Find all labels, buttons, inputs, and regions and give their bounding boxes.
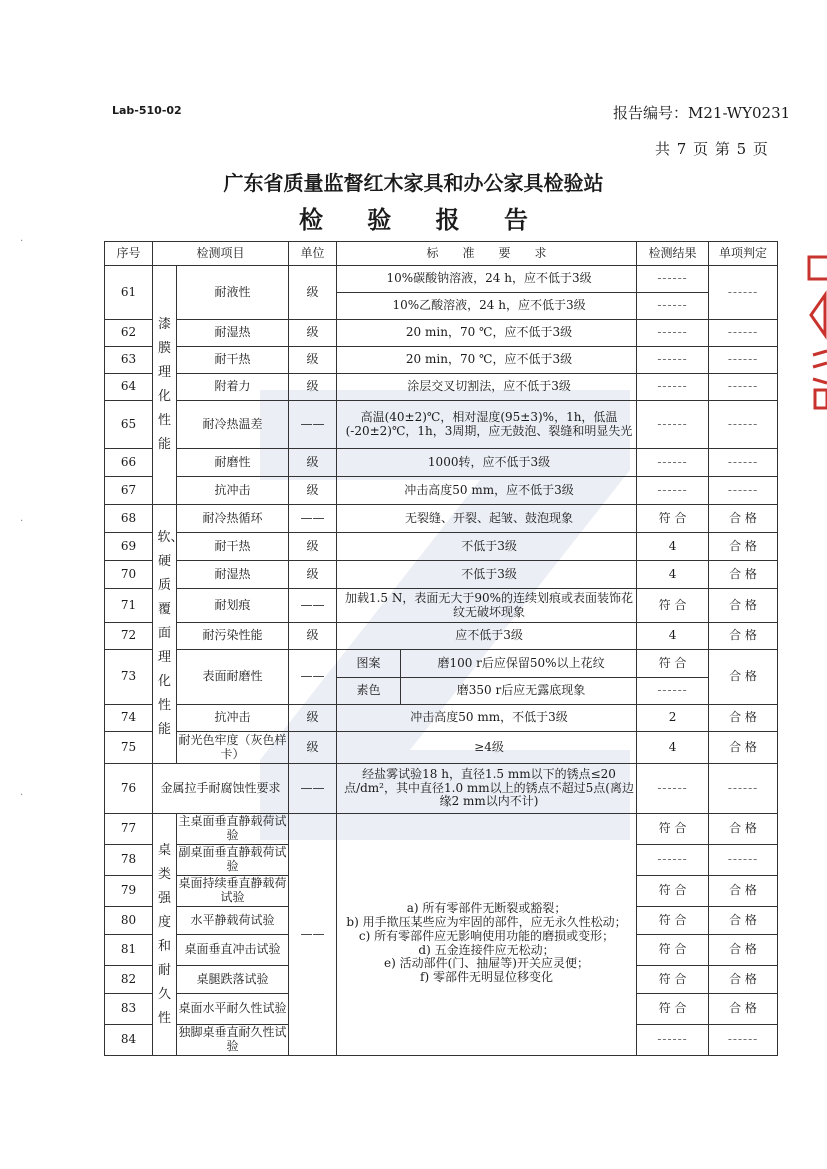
row-no: 80 — [105, 907, 153, 935]
sub-item: 素色 — [337, 678, 401, 705]
standard: 冲击高度50 mm，应不低于3级 — [337, 477, 637, 505]
item-name: 桌面持续垂直静载荷试验 — [177, 876, 289, 907]
unit: 级 — [289, 320, 337, 347]
row-no: 78 — [105, 845, 153, 876]
row-no: 81 — [105, 935, 153, 966]
item-name: 附着力 — [177, 374, 289, 401]
result: ------ — [637, 678, 709, 705]
result: ------ — [637, 449, 709, 477]
group-label — [153, 505, 184, 764]
requirement-item: b) 用手揿压某些应为牢固的部件，应无永久性松动； — [346, 914, 627, 929]
item-name: 耐磨性 — [177, 449, 289, 477]
col-standard: 标 准 要 求 — [337, 242, 637, 266]
row-no: 82 — [105, 966, 153, 994]
group-paint-label: 漆膜理化性能 — [157, 317, 171, 452]
judgement: ------ — [709, 449, 778, 477]
standard: 冲击高度50 mm，不低于3级 — [337, 705, 637, 732]
group-label — [153, 814, 177, 1056]
result: ------ — [637, 845, 709, 876]
standard: 20 min，70 ℃，应不低于3级 — [337, 347, 637, 374]
row-no: 71 — [105, 589, 153, 623]
row-no: 65 — [105, 401, 153, 449]
item-name: 桌腿跌落试验 — [177, 966, 289, 994]
unit: 级 — [289, 561, 337, 589]
row-no: 74 — [105, 705, 153, 732]
table-row — [105, 589, 778, 623]
row-no: 83 — [105, 994, 153, 1025]
item-name: 抗冲击 — [177, 705, 289, 732]
table-row — [105, 374, 778, 401]
unit: —— — [289, 589, 337, 623]
standard: 不低于3级 — [337, 561, 637, 589]
row-no: 66 — [105, 449, 153, 477]
table-row — [105, 449, 778, 477]
judgement: 合 格 — [709, 650, 778, 705]
item-name: 耐冷热温差 — [177, 401, 289, 449]
table-row — [105, 401, 778, 449]
inspection-table — [104, 241, 778, 1056]
standard: 涂层交叉切割法，应不低于3级 — [337, 374, 637, 401]
standard: 高温(40±2)℃，相对湿度(95±3)%，1h，低温(-20±2)℃，1h，3周期，应无鼓泡、裂缝和明显失光 — [337, 401, 637, 449]
result: 符 合 — [637, 994, 709, 1025]
item-name: 表面耐磨性 — [177, 650, 289, 705]
standard: 无裂缝、开裂、起皱、鼓泡现象 — [337, 505, 637, 533]
result: 符 合 — [637, 876, 709, 907]
table-row — [105, 623, 778, 650]
table-header — [105, 242, 778, 266]
item-name: 耐液性 — [177, 266, 289, 320]
col-no: 序号 — [105, 242, 153, 266]
item-name: 水平静载荷试验 — [177, 907, 289, 935]
standard: 磨100 r后应保留50%以上花纹 — [401, 650, 637, 678]
item-name: 独脚桌垂直耐久性试验 — [177, 1025, 289, 1056]
document-code: Lab-510-02 — [112, 104, 182, 117]
row-no: 67 — [105, 477, 153, 505]
result: ------ — [637, 1025, 709, 1056]
unit: —— — [289, 505, 337, 533]
unit: —— — [289, 764, 337, 814]
unit: 级 — [289, 347, 337, 374]
judgement: 合 格 — [709, 505, 778, 533]
judgement: 合 格 — [709, 732, 778, 764]
result: 符 合 — [637, 935, 709, 966]
requirement-item: e) 活动部件(门、抽屉等)开关应灵便； — [384, 956, 589, 971]
result: ------ — [637, 293, 709, 320]
standard: 磨350 r后应无露底现象 — [401, 678, 637, 705]
standard: ≥4级 — [337, 732, 637, 764]
judgement: 合 格 — [709, 907, 778, 935]
table-row — [105, 814, 778, 845]
judgement: ------ — [709, 845, 778, 876]
table-row — [105, 650, 778, 678]
table-row — [105, 347, 778, 374]
row-no: 69 — [105, 533, 153, 561]
result: 2 — [637, 705, 709, 732]
unit: 级 — [289, 705, 337, 732]
item-name: 耐湿热 — [177, 320, 289, 347]
result: ------ — [637, 374, 709, 401]
unit: 级 — [289, 266, 337, 320]
unit: 级 — [289, 732, 337, 764]
group-coating-label: 软、硬质覆面理化性能 — [157, 530, 184, 737]
scan-mark: · — [20, 236, 24, 247]
item-name: 耐划痕 — [177, 589, 289, 623]
judgement: 合 格 — [709, 966, 778, 994]
result: ------ — [637, 764, 709, 814]
standard: 20 min，70 ℃，应不低于3级 — [337, 320, 637, 347]
judgement: 合 格 — [709, 876, 778, 907]
judgement: 合 格 — [709, 623, 778, 650]
result: ------ — [637, 320, 709, 347]
table-row — [105, 705, 778, 732]
item-name: 桌面水平耐久性试验 — [177, 994, 289, 1025]
sub-item: 图案 — [337, 650, 401, 678]
unit: 级 — [289, 533, 337, 561]
requirement-item: a) 所有零部件无断裂或豁裂； — [406, 901, 567, 916]
report-title: 检 验 报 告 — [298, 206, 547, 234]
judgement: 合 格 — [709, 935, 778, 966]
table-row — [105, 320, 778, 347]
table-row — [105, 764, 778, 814]
table-row — [105, 266, 778, 293]
requirement-item: d) 五金连接件应无松动； — [418, 942, 555, 957]
strength-requirements — [337, 814, 637, 1056]
unit: —— — [289, 814, 337, 1056]
item-name: 耐光色牢度（灰色样卡） — [177, 732, 289, 764]
result: 符 合 — [637, 907, 709, 935]
judgement: 合 格 — [709, 589, 778, 623]
item-name: 副桌面垂直静载荷试验 — [177, 845, 289, 876]
item-name: 耐湿热 — [177, 561, 289, 589]
unit: —— — [289, 650, 337, 705]
item-name: 主桌面垂直静载荷试验 — [177, 814, 289, 845]
unit: 级 — [289, 623, 337, 650]
table-row — [105, 561, 778, 589]
scan-mark: · — [20, 790, 24, 801]
judgement: 合 格 — [709, 705, 778, 732]
standard: 10%乙酸溶液，24 h，应不低于3级 — [337, 293, 637, 320]
row-no: 68 — [105, 505, 153, 533]
page-info: 共 7 页 第 5 页 — [655, 140, 769, 158]
item-name: 金属拉手耐腐蚀性要求 — [153, 764, 289, 814]
result: ------ — [637, 266, 709, 293]
judgement: ------ — [709, 477, 778, 505]
station-name: 广东省质量监督红木家具和办公家具检验站 — [223, 171, 604, 195]
unit: 级 — [289, 374, 337, 401]
row-no: 64 — [105, 374, 153, 401]
item-name: 耐干热 — [177, 347, 289, 374]
table-row — [105, 533, 778, 561]
standard: 加载1.5 N，表面无大于90%的连续划痕或表面装饰花纹无破坏现象 — [337, 589, 637, 623]
result: 4 — [637, 533, 709, 561]
item-name: 抗冲击 — [177, 477, 289, 505]
result: 4 — [637, 732, 709, 764]
row-no: 73 — [105, 650, 153, 705]
judgement: ------ — [709, 764, 778, 814]
result: 4 — [637, 561, 709, 589]
result: ------ — [637, 347, 709, 374]
judgement: ------ — [709, 1025, 778, 1056]
row-no: 70 — [105, 561, 153, 589]
judgement: 合 格 — [709, 533, 778, 561]
item-name: 桌面垂直冲击试验 — [177, 935, 289, 966]
unit: 级 — [289, 449, 337, 477]
row-no: 84 — [105, 1025, 153, 1056]
row-no: 61 — [105, 266, 153, 320]
report-number: 报告编号：M21-WY0231 — [613, 104, 791, 122]
unit: —— — [289, 401, 337, 449]
row-no: 77 — [105, 814, 153, 845]
stamp-fragment — [805, 255, 827, 410]
row-no: 76 — [105, 764, 153, 814]
item-name: 耐干热 — [177, 533, 289, 561]
result: 符 合 — [637, 966, 709, 994]
standard: 1000转，应不低于3级 — [337, 449, 637, 477]
result: ------ — [637, 401, 709, 449]
standard: 10%碳酸钠溶液，24 h，应不低于3级 — [337, 266, 637, 293]
requirement-item: c) 所有零部件应无影响使用功能的磨损或变形； — [358, 928, 615, 943]
requirement-item: f) 零部件无明显位移变化 — [420, 970, 553, 985]
col-item: 检测项目 — [153, 242, 289, 266]
row-no: 75 — [105, 732, 153, 764]
judgement: 合 格 — [709, 561, 778, 589]
result: 4 — [637, 623, 709, 650]
judgement: 合 格 — [709, 814, 778, 845]
item-name: 耐冷热循环 — [177, 505, 289, 533]
group-label — [153, 266, 177, 505]
unit: 级 — [289, 477, 337, 505]
scan-mark: · — [20, 516, 24, 527]
col-unit: 单位 — [289, 242, 337, 266]
row-no: 79 — [105, 876, 153, 907]
col-result: 检测结果 — [637, 242, 709, 266]
group-strength-label: 桌类强度和耐久性 — [157, 842, 171, 1026]
col-judge: 单项判定 — [709, 242, 778, 266]
judgement: ------ — [709, 347, 778, 374]
standard: 经盐雾试验18 h，直径1.5 mm以下的锈点≤20点/dm²，其中直径1.0 mm以上的锈点不超过5点(离边缘2 mm以内不计) — [337, 764, 637, 814]
row-no: 72 — [105, 623, 153, 650]
table-row — [105, 505, 778, 533]
item-name: 耐污染性能 — [177, 623, 289, 650]
result: ------ — [637, 477, 709, 505]
row-no: 62 — [105, 320, 153, 347]
judgement: 合 格 — [709, 994, 778, 1025]
judgement: ------ — [709, 401, 778, 449]
result: 符 合 — [637, 589, 709, 623]
judgement: ------ — [709, 374, 778, 401]
judgement: ------ — [709, 266, 778, 320]
standard: 不低于3级 — [337, 533, 637, 561]
result: 符 合 — [637, 505, 709, 533]
judgement: ------ — [709, 320, 778, 347]
result: 符 合 — [637, 814, 709, 845]
table-row — [105, 477, 778, 505]
result: 符 合 — [637, 650, 709, 678]
standard: 应不低于3级 — [337, 623, 637, 650]
row-no: 63 — [105, 347, 153, 374]
table-row — [105, 732, 778, 764]
